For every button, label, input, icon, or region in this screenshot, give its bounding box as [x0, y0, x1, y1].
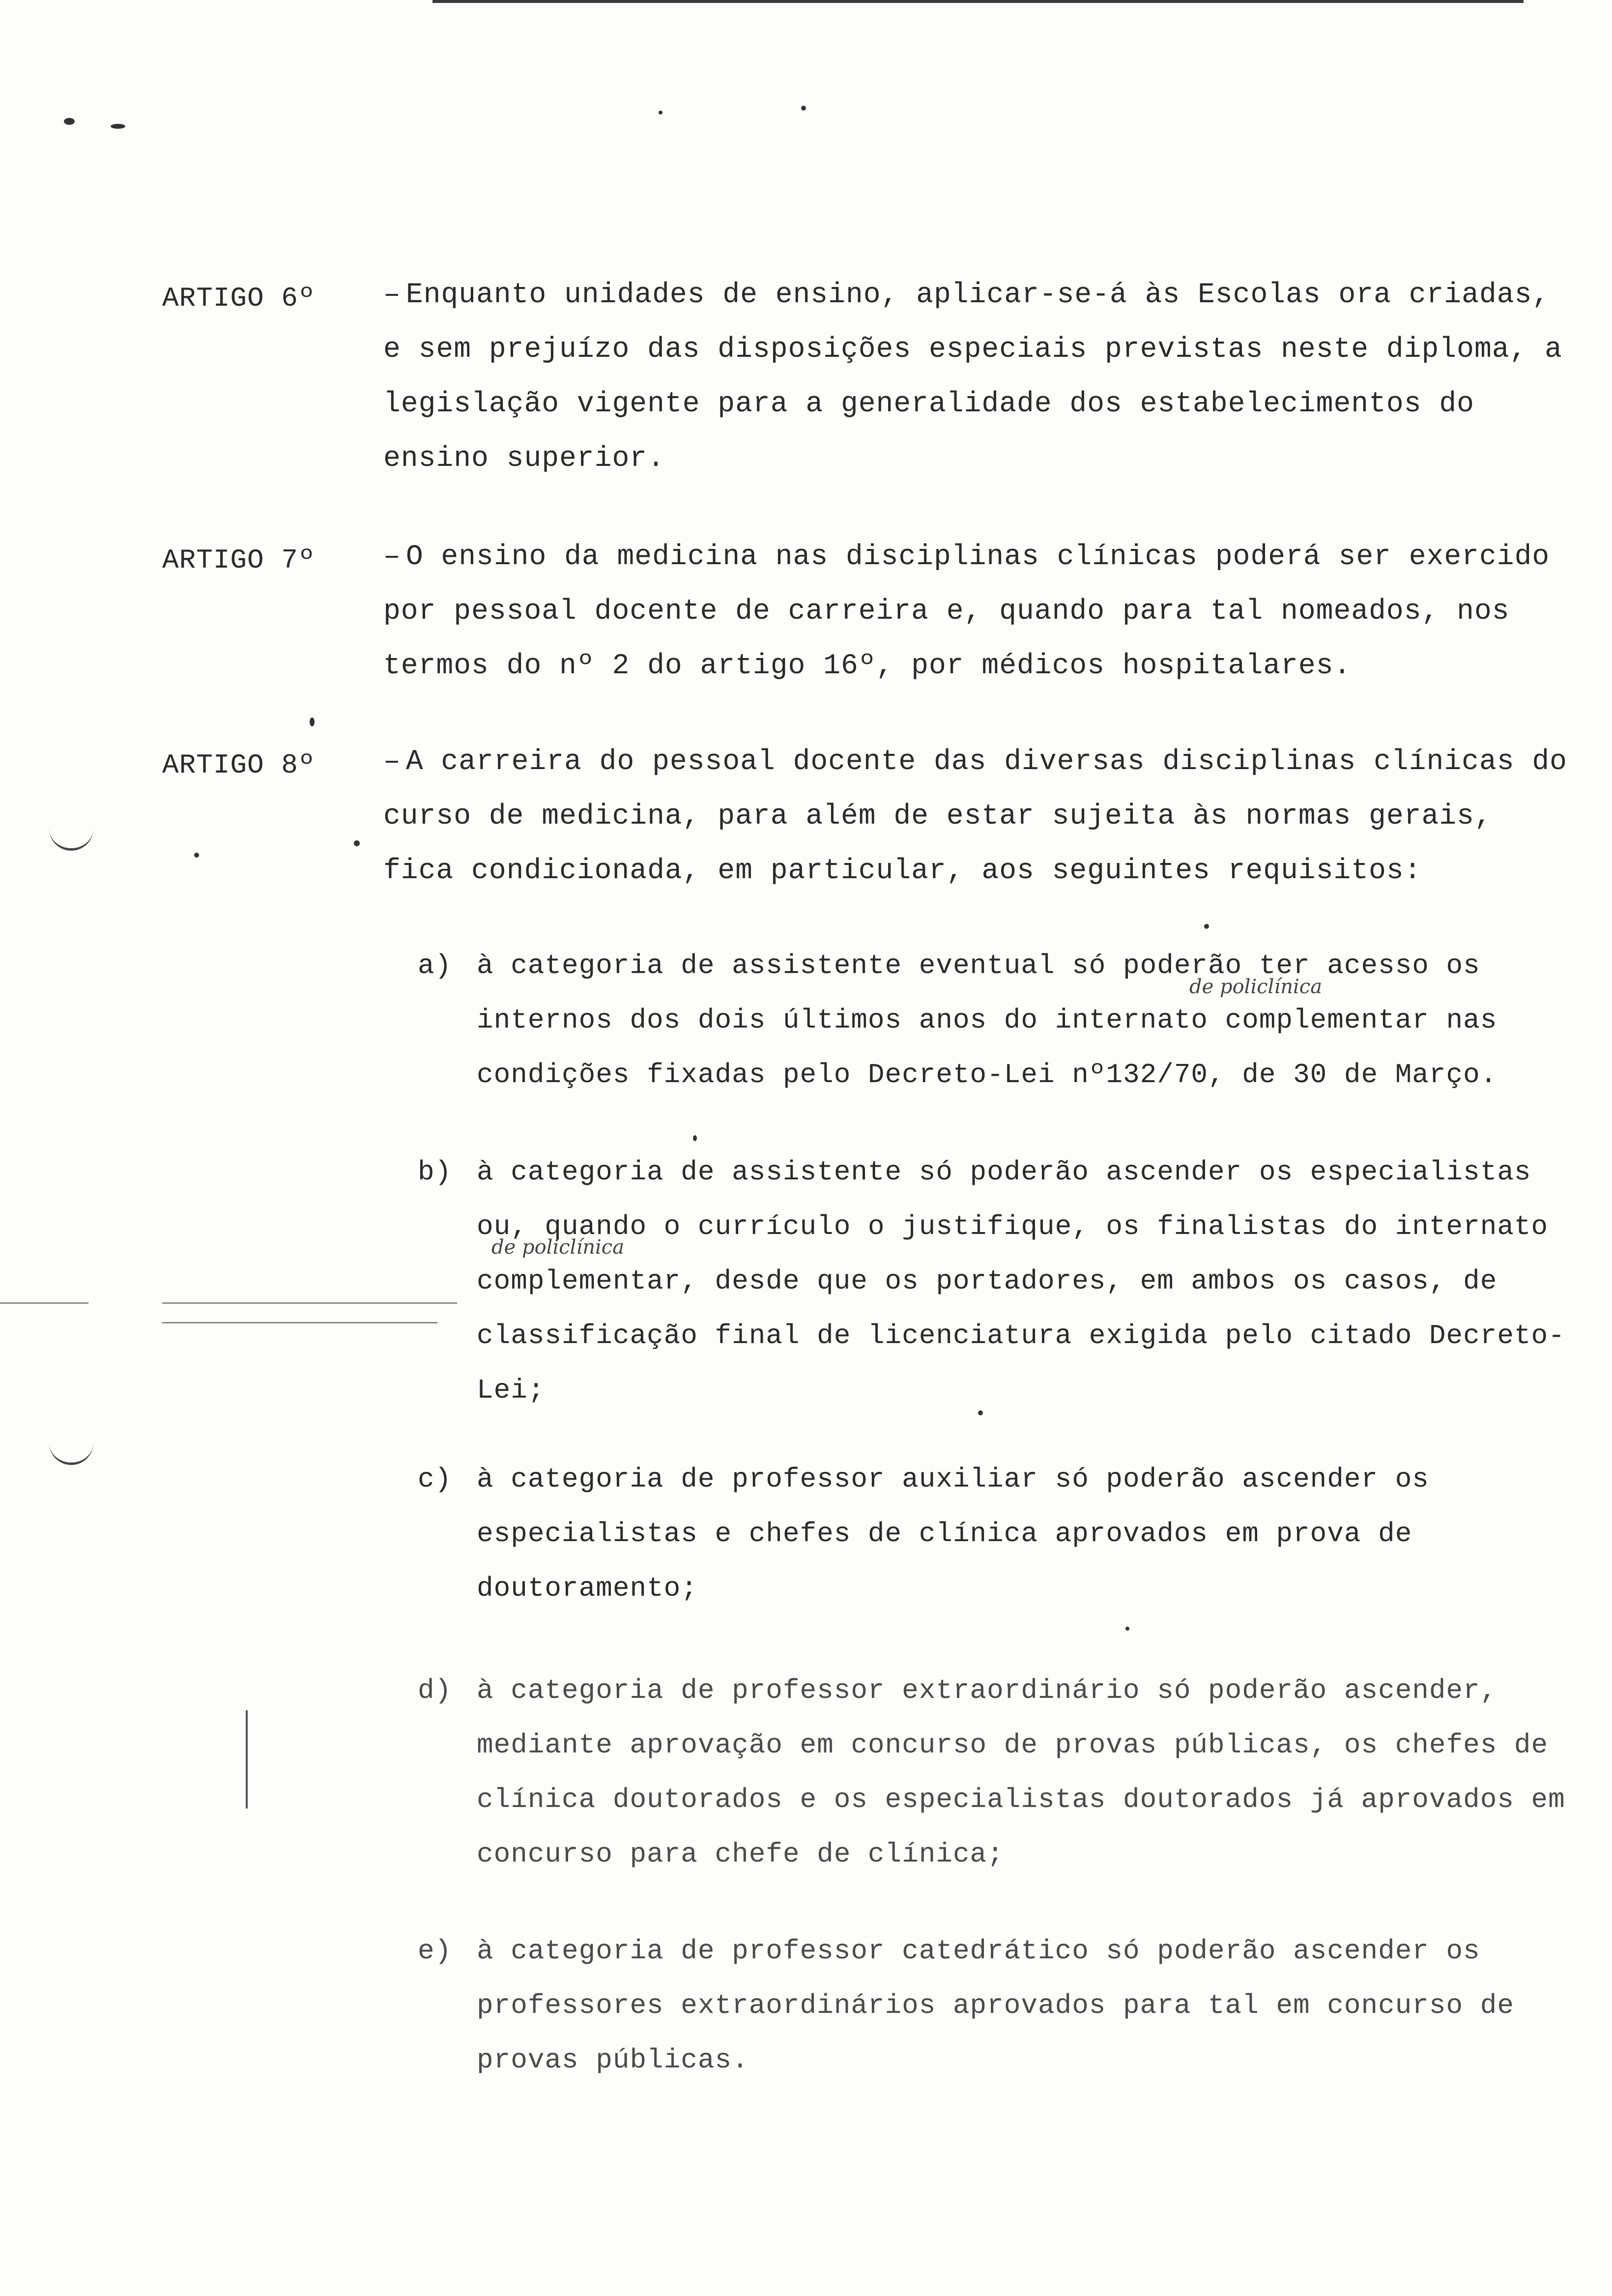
punch-hole-mark [49, 826, 93, 851]
dash-marker: – [383, 541, 401, 573]
item-text: à categoria de professor extraordinário só poderão ascender, mediante aprovação em concurso de provas públicas, os chefes de clínica doutorados e os especialistas doutorados já aprovados em concurso para chefe de clínica; [477, 1675, 1565, 1870]
item-text: à categoria de professor catedrático só poderão ascender os professores extraordinários aprovados para tal em concurso de provas públicas. [477, 1935, 1514, 2076]
list-item-c [418, 1452, 1578, 1616]
scan-speck [354, 840, 360, 846]
scan-speck [659, 111, 662, 115]
scan-speck [1204, 924, 1209, 929]
list-item-d [418, 1664, 1578, 1882]
article-6-label: ARTIGO 6º [162, 283, 316, 314]
handwritten-annotation: de policlínica [1189, 976, 1323, 998]
item-text: à categoria de assistente eventual só poderão ter acesso os internos dos dois últimos anos do internato complementar nas condições fixadas pelo Decreto-Lei nº132/70, de 30 de Março. [477, 950, 1497, 1091]
scan-speck [310, 718, 315, 726]
margin-bar [246, 1710, 248, 1808]
article-8-body: A carreira do pessoal docente das diversas disciplinas clínicas do curso de medicina, para além de estar sujeita às normas gerais, fica condicionada, em particular, aos seguintes requisitos: [383, 746, 1567, 887]
top-border-line [432, 0, 1524, 3]
article-7-label: ARTIGO 7º [162, 545, 316, 576]
article-8-label: ARTIGO 8º [162, 749, 316, 781]
item-letter: c) [418, 1464, 452, 1495]
scan-speck [693, 1135, 697, 1141]
article-7-body: O ensino da medicina nas disciplinas clínicas poderá ser exercido por pessoal docente de carreira e, quando para tal nomeados, nos termos do nº 2 do artigo 16º, por médicos hospitalares. [383, 541, 1550, 682]
scan-speck [1125, 1627, 1129, 1631]
item-text: à categoria de assistente só poderão ascender os especialistas ou, quando o currículo o justifique, os finalistas do internato complementar, desde que os portadores, em ambos os casos, de classificação final de licenciatura exigida pelo citado Decreto-Lei; [477, 1156, 1565, 1406]
list-item-a [418, 939, 1578, 1102]
scan-speck [801, 106, 806, 111]
item-letter: d) [418, 1675, 452, 1706]
punch-hole-mark [49, 1440, 93, 1465]
item-letter: b) [418, 1156, 452, 1188]
list-item-b [418, 1145, 1578, 1418]
article-8-text [383, 735, 1573, 898]
dash-marker: – [383, 746, 401, 778]
item-text: à categoria de professor auxiliar só poderão ascender os especialistas e chefes de clínica aprovados em prova de doutoramento; [477, 1464, 1429, 1604]
margin-noise [162, 1302, 457, 1304]
scan-speck [64, 118, 75, 125]
scan-speck [111, 124, 125, 129]
handwritten-annotation: de policlínica [491, 1236, 625, 1259]
dash-marker: – [383, 279, 401, 311]
scan-speck [194, 853, 199, 858]
item-letter: e) [418, 1935, 452, 1967]
article-6-body: Enquanto unidades de ensino, aplicar-se-á às Escolas ora criadas, e sem prejuízo das disposições especiais previstas neste diploma, a legislação vigente para a generalidade dos estabelecimentos do ensino superior. [383, 279, 1562, 475]
article-6-text [383, 268, 1573, 486]
article-7-text [383, 530, 1573, 693]
margin-noise [162, 1322, 437, 1323]
list-item-e [418, 1924, 1578, 2088]
margin-noise [0, 1302, 88, 1304]
item-letter: a) [418, 950, 452, 981]
